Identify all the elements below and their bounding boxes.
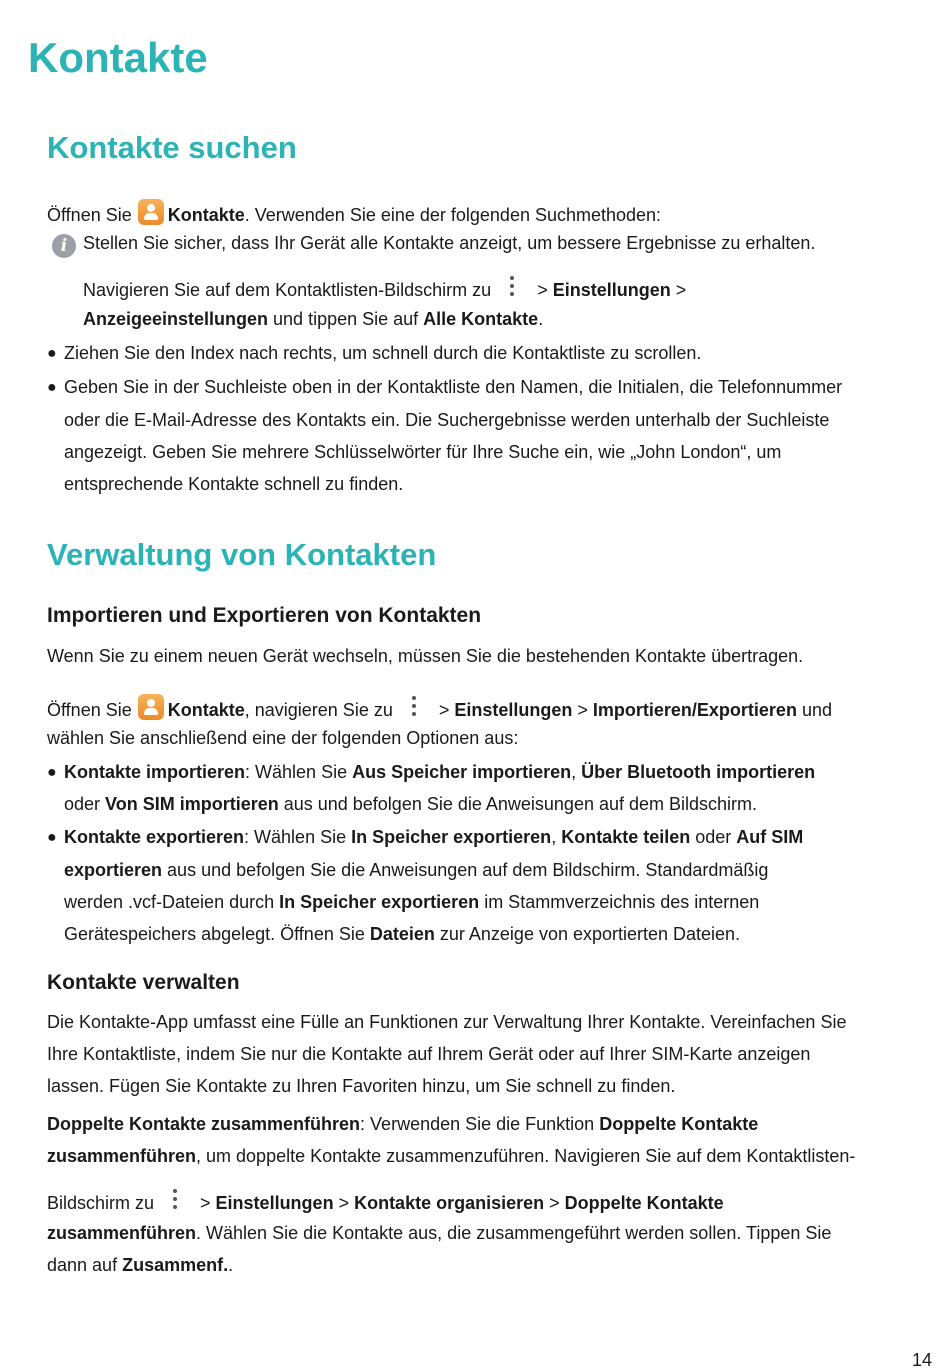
merge-line2: zusammenführen, um doppelte Kontakte zusammenzuführen. Navigieren Sie auf dem Kontaktlisten- — [47, 1146, 856, 1166]
manage-contacts-paragraph-line: Die Kontakte-App umfasst eine Fülle an Funktionen zur Verwaltung Ihrer Kontakte. Vereinfachen Sie — [47, 1012, 847, 1032]
import-export-intro: Wenn Sie zu einem neuen Gerät wechseln, müssen Sie die bestehenden Kontakte übertragen. — [47, 646, 804, 666]
bullet-marker: ● — [47, 829, 57, 846]
section-heading-search: Kontakte suchen — [47, 130, 297, 165]
merge-line4: zusammenführen. Wählen Sie die Kontakte aus, die zusammengeführt werden sollen. Tippen Sie — [47, 1223, 832, 1243]
page-number: 14 — [912, 1350, 933, 1370]
subheading-manage-contacts: Kontakte verwalten — [47, 971, 240, 994]
export-option-line2: exportieren aus und befolgen Sie die Anweisungen auf dem Bildschirm. Standardmäßig — [64, 860, 769, 880]
section-heading-manage: Verwaltung von Kontakten — [47, 537, 437, 572]
search-intro: Öffnen Sie Kontakte. Verwenden Sie eine der folgenden Suchmethoden: — [47, 199, 661, 226]
search-bullet-2-line: oder die E-Mail-Adresse des Kontakts ein. Die Suchergebnisse werden unterhalb der Suchleiste — [64, 410, 830, 430]
contacts-app-icon — [138, 694, 164, 720]
export-option-line1: Kontakte exportieren: Wählen Sie In Speicher exportieren, Kontakte teilen oder Auf SIM — [64, 827, 804, 847]
bullet-marker: ● — [47, 345, 57, 362]
search-note-nav-line1: Navigieren Sie auf dem Kontaktlisten-Bildschirm zu > Einstellungen > — [83, 276, 686, 301]
import-option-line2: oder Von SIM importieren aus und befolgen Sie die Anweisungen auf dem Bildschirm. — [64, 794, 758, 814]
search-bullet-1: Ziehen Sie den Index nach rechts, um schnell durch die Kontaktliste zu scrollen. — [64, 343, 702, 363]
search-note-nav-line2: Anzeigeeinstellungen und tippen Sie auf Alle Kontakte. — [83, 309, 544, 329]
search-bullet-2-line: entsprechende Kontakte schnell zu finden. — [64, 474, 404, 494]
search-note: Stellen Sie sicher, dass Ihr Gerät alle Kontakte anzeigt, um bessere Ergebnisse zu erhalten. — [83, 233, 816, 253]
more-menu-icon — [411, 696, 417, 718]
merge-line3: Bildschirm zu > Einstellungen > Kontakte organisieren > Doppelte Kontakte — [47, 1189, 724, 1214]
page-title: Kontakte — [28, 34, 208, 81]
search-bullet-2-line: Geben Sie in der Suchleiste oben in der Kontaktliste den Namen, die Initialen, die Telefonnummer — [64, 377, 843, 397]
export-option-line3: werden .vcf-Dateien durch In Speicher exportieren im Stammverzeichnis des internen — [64, 892, 760, 912]
search-bullet-2-line: angezeigt. Geben Sie mehrere Schlüsselwörter für Ihre Suche ein, wie „John London“, um — [64, 442, 782, 462]
manage-contacts-paragraph-line: lassen. Fügen Sie Kontakte zu Ihren Favoriten hinzu, um Sie schnell zu finden. — [47, 1076, 676, 1096]
info-icon: i — [52, 234, 76, 258]
import-option-line1: Kontakte importieren: Wählen Sie Aus Speicher importieren, Über Bluetooth importieren — [64, 762, 816, 782]
export-option-line4: Gerätespeichers abgelegt. Öffnen Sie Dateien zur Anzeige von exportierten Dateien. — [64, 924, 741, 944]
merge-line1: Doppelte Kontakte zusammenführen: Verwenden Sie die Funktion Doppelte Kontakte — [47, 1114, 759, 1134]
bullet-marker: ● — [47, 764, 57, 781]
manage-contacts-paragraph-line: Ihre Kontaktliste, indem Sie nur die Kontakte auf Ihrem Gerät oder auf Ihrer SIM-Karte anzeigen — [47, 1044, 811, 1064]
merge-line5: dann auf Zusammenf.. — [47, 1255, 234, 1275]
more-menu-icon — [509, 276, 515, 298]
subheading-import-export: Importieren und Exportieren von Kontakten — [47, 604, 482, 627]
import-export-path-line1: Öffnen Sie Kontakte, navigieren Sie zu > Einstellungen > Importieren/Exportieren und — [47, 694, 832, 721]
import-export-path-line2: wählen Sie anschließend eine der folgenden Optionen aus: — [47, 728, 519, 748]
contacts-app-icon — [138, 199, 164, 225]
bullet-marker: ● — [47, 379, 57, 396]
more-menu-icon — [172, 1189, 178, 1211]
